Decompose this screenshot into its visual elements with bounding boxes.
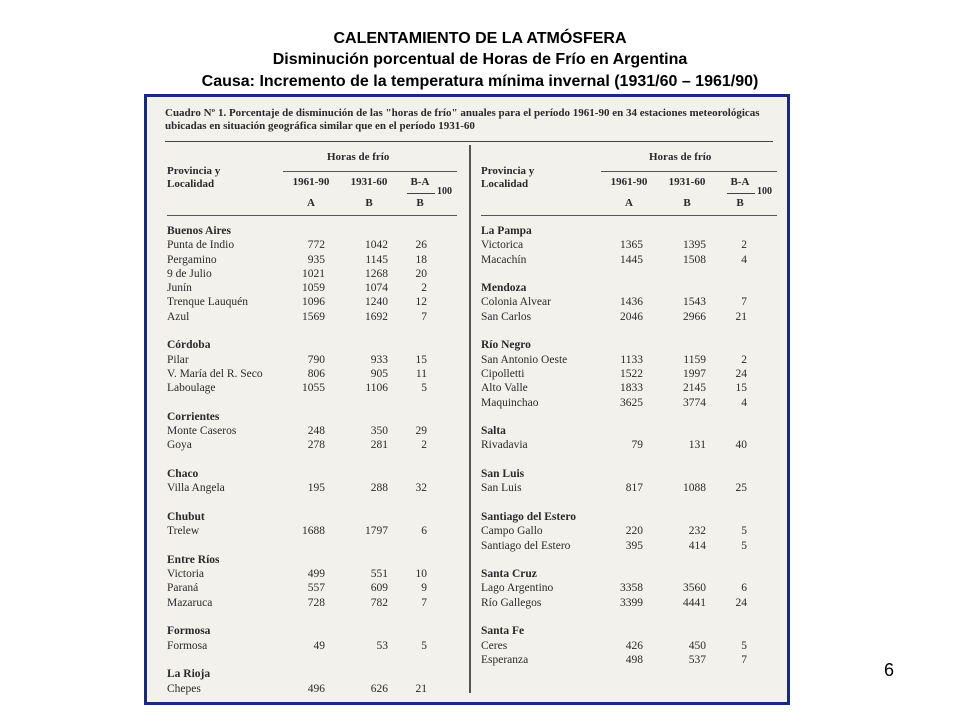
- table-row: [481, 295, 777, 309]
- value-1961-90: 1688: [302, 525, 325, 538]
- value-percent-decrease: 24: [735, 596, 747, 609]
- province-name: Entre Ríos: [167, 553, 220, 566]
- value-percent-decrease: 20: [415, 267, 427, 280]
- value-1961-90: 220: [625, 525, 643, 538]
- station-name: Monte Caseros: [167, 425, 237, 438]
- table-row: [481, 253, 777, 267]
- value-percent-decrease: 7: [741, 296, 747, 309]
- province-heading: [167, 667, 457, 681]
- value-1961-90: 1522: [620, 367, 643, 380]
- station-name: San Carlos: [481, 310, 532, 323]
- value-1961-90: 806: [307, 367, 325, 380]
- slide-cause: Causa: Incremento de la temperatura mínima invernal (1931/60 – 1961/90): [201, 73, 759, 90]
- province-name: Corrientes: [167, 410, 220, 423]
- station-name: Laboulage: [167, 382, 216, 395]
- value-1931-60: 1797: [365, 525, 388, 538]
- table-row: [167, 424, 457, 438]
- province-name: Formosa: [167, 625, 211, 638]
- header-col-c-right: B-A: [730, 176, 750, 188]
- value-percent-decrease: 7: [421, 310, 427, 323]
- station-name: Azul: [167, 310, 190, 323]
- value-1961-90: 498: [625, 653, 643, 666]
- header-province-label-right: Provincia y Localidad: [481, 165, 535, 190]
- row-spacer: [481, 553, 777, 567]
- left-rows: [167, 224, 457, 696]
- value-1931-60: 3560: [683, 582, 706, 595]
- station-name: Mazaruca: [167, 596, 213, 609]
- value-1931-60: 281: [370, 439, 388, 452]
- table-row: [167, 596, 457, 610]
- station-name: Esperanza: [481, 653, 529, 666]
- station-name: Campo Gallo: [481, 525, 543, 538]
- value-1961-90: 1445: [620, 253, 643, 266]
- value-1931-60: 1240: [365, 296, 388, 309]
- value-percent-decrease: 29: [415, 425, 427, 438]
- value-percent-decrease: 2: [741, 239, 747, 252]
- table-row: [167, 581, 457, 595]
- value-1961-90: 395: [625, 539, 643, 552]
- row-spacer: [167, 324, 457, 338]
- value-percent-decrease: 7: [741, 653, 747, 666]
- value-1931-60: 131: [688, 439, 706, 452]
- scanned-table-image: [144, 94, 790, 705]
- province-name: San Luis: [481, 468, 525, 481]
- value-1931-60: 1145: [365, 253, 388, 266]
- province-name: Santa Fe: [481, 625, 525, 638]
- header-factor-right: 100: [757, 186, 772, 197]
- value-1961-90: 49: [313, 639, 325, 652]
- row-spacer: [481, 267, 777, 281]
- province-name: La Pampa: [481, 225, 532, 237]
- province-heading: [167, 510, 457, 524]
- value-percent-decrease: 26: [415, 239, 427, 252]
- value-1931-60: 1074: [365, 282, 388, 295]
- value-percent-decrease: 4: [741, 253, 747, 266]
- header-col-b: 1931-60: [350, 176, 388, 188]
- value-1961-90: 426: [625, 639, 643, 652]
- value-1931-60: 1268: [365, 267, 388, 280]
- province-heading: [167, 224, 457, 238]
- value-1961-90: 1059: [302, 282, 325, 295]
- station-name: Goya: [167, 439, 192, 452]
- value-1931-60: 232: [688, 525, 706, 538]
- value-1961-90: 79: [631, 439, 643, 452]
- value-1931-60: 3774: [683, 396, 706, 409]
- value-percent-decrease: 5: [741, 639, 747, 652]
- row-spacer: [481, 453, 777, 467]
- value-1931-60: 551: [370, 568, 388, 581]
- value-1931-60: 2145: [683, 382, 706, 395]
- value-percent-decrease: 4: [741, 396, 747, 409]
- value-percent-decrease: 6: [421, 525, 427, 538]
- value-1931-60: 450: [688, 639, 706, 652]
- value-1931-60: 4441: [683, 596, 706, 609]
- value-1961-90: 278: [307, 439, 325, 452]
- table-row: [481, 539, 777, 553]
- value-percent-decrease: 21: [735, 310, 747, 323]
- table-row: [167, 381, 457, 395]
- province-name: Buenos Aires: [167, 225, 232, 237]
- value-1961-90: 1096: [302, 296, 325, 309]
- header-sub-a-right: A: [625, 197, 633, 209]
- province-heading: [481, 467, 777, 481]
- value-percent-decrease: 5: [741, 539, 747, 552]
- value-1931-60: 350: [370, 425, 388, 438]
- province-heading: [167, 338, 457, 352]
- value-percent-decrease: 6: [741, 582, 747, 595]
- value-1931-60: 1395: [683, 239, 706, 252]
- station-name: Cipolletti: [481, 367, 525, 380]
- value-1961-90: 1055: [302, 382, 325, 395]
- value-1961-90: 248: [307, 425, 325, 438]
- station-name: Maquinchao: [481, 396, 539, 409]
- station-name: Trenque Lauquén: [167, 296, 249, 309]
- value-percent-decrease: 2: [741, 353, 747, 366]
- station-name: Punta de Indio: [167, 239, 235, 252]
- station-name: Pergamino: [167, 253, 217, 266]
- header-sub-b: B: [365, 197, 373, 209]
- header-sub-c-right: B: [736, 197, 744, 209]
- row-spacer: [167, 653, 457, 667]
- table-row: [481, 524, 777, 538]
- station-name: 9 de Julio: [167, 267, 212, 280]
- value-percent-decrease: 18: [415, 253, 427, 266]
- value-1931-60: 1997: [683, 367, 706, 380]
- value-percent-decrease: 10: [415, 568, 427, 581]
- row-spacer: [481, 496, 777, 510]
- station-name: Alto Valle: [481, 382, 528, 395]
- value-1961-90: 3358: [620, 582, 643, 595]
- header-province-label: Provincia y Localidad: [167, 165, 221, 190]
- value-1931-60: 905: [370, 367, 388, 380]
- value-percent-decrease: 12: [415, 296, 427, 309]
- value-percent-decrease: 24: [735, 367, 747, 380]
- station-name: Victoria: [167, 568, 204, 581]
- value-1931-60: 53: [376, 639, 388, 652]
- province-heading: [481, 338, 777, 352]
- value-1961-90: 557: [307, 582, 325, 595]
- value-percent-decrease: 21: [415, 682, 427, 695]
- table-row: [481, 238, 777, 252]
- station-name: Pilar: [167, 353, 189, 366]
- value-1961-90: 195: [307, 482, 325, 495]
- value-1961-90: 935: [307, 253, 325, 266]
- province-name: Santa Cruz: [481, 568, 537, 581]
- value-1931-60: 1088: [683, 482, 706, 495]
- slide-subtitle: Disminución porcentual de Horas de Frío en Argentina: [272, 51, 688, 68]
- province-name: Mendoza: [481, 282, 527, 295]
- station-name: Santiago del Estero: [481, 539, 571, 552]
- row-spacer: [481, 324, 777, 338]
- table-row: [481, 653, 777, 667]
- right-rows: [481, 224, 777, 667]
- header-sub-a: A: [307, 197, 315, 209]
- station-name: Ceres: [481, 639, 508, 652]
- row-spacer: [481, 610, 777, 624]
- value-1961-90: 1833: [620, 382, 643, 395]
- value-1961-90: 817: [625, 482, 643, 495]
- value-1931-60: 288: [370, 482, 388, 495]
- province-name: Chaco: [167, 468, 199, 481]
- row-spacer: [167, 496, 457, 510]
- value-percent-decrease: 32: [415, 482, 427, 495]
- value-1961-90: 1569: [302, 310, 325, 323]
- value-percent-decrease: 2: [421, 282, 427, 295]
- table-row: [481, 438, 777, 452]
- value-percent-decrease: 5: [741, 525, 747, 538]
- station-name: Villa Angela: [167, 482, 225, 495]
- value-1961-90: 1365: [620, 239, 643, 252]
- station-name: Victorica: [481, 239, 524, 252]
- province-heading: [167, 553, 457, 567]
- value-1931-60: 2966: [683, 310, 706, 323]
- province-heading: [481, 624, 777, 638]
- station-name: Chepes: [167, 682, 201, 695]
- value-percent-decrease: 40: [735, 439, 747, 452]
- row-spacer: [167, 539, 457, 553]
- value-1961-90: 1436: [620, 296, 643, 309]
- province-heading: [167, 467, 457, 481]
- row-spacer: [167, 453, 457, 467]
- value-1961-90: 496: [307, 682, 325, 695]
- value-1931-60: 1692: [365, 310, 388, 323]
- value-1931-60: 1543: [683, 296, 706, 309]
- province-heading: [481, 567, 777, 581]
- province-name: Santiago del Estero: [481, 510, 576, 523]
- header-factor: 100: [437, 186, 452, 197]
- value-1961-90: 772: [307, 239, 325, 252]
- table-row: [167, 238, 457, 252]
- table-row: [167, 253, 457, 267]
- value-1961-90: 3625: [620, 396, 643, 409]
- row-spacer: [481, 410, 777, 424]
- province-heading: [167, 624, 457, 638]
- value-1931-60: 782: [370, 596, 388, 609]
- header-horas-de-frio-right: Horas de frío: [649, 151, 712, 163]
- row-spacer: [167, 610, 457, 624]
- header-col-a: 1961-90: [292, 176, 330, 188]
- table-row: [481, 381, 777, 395]
- header-col-c: B-A: [410, 176, 430, 188]
- station-name: Junín: [167, 282, 192, 295]
- header-horas-de-frio: Horas de frío: [327, 151, 390, 163]
- station-name: Macachín: [481, 253, 527, 266]
- station-name: San Antonio Oeste: [481, 353, 568, 366]
- value-1961-90: 499: [307, 568, 325, 581]
- table-row: [167, 367, 457, 381]
- station-name: Colonia Alvear: [481, 296, 551, 309]
- value-percent-decrease: 9: [421, 582, 427, 595]
- table-row: [481, 596, 777, 610]
- value-percent-decrease: 2: [421, 439, 427, 452]
- value-1961-90: 1133: [620, 353, 643, 366]
- page-number: 6: [884, 660, 895, 680]
- province-heading: [481, 424, 777, 438]
- value-1931-60: 626: [370, 682, 388, 695]
- value-1931-60: 609: [370, 582, 388, 595]
- value-percent-decrease: 5: [421, 382, 427, 395]
- header-sub-c: B: [416, 197, 424, 209]
- province-heading: [481, 281, 777, 295]
- table-row: [167, 524, 457, 538]
- province-name: Río Negro: [481, 339, 531, 352]
- table-row: [481, 396, 777, 410]
- value-1931-60: 1042: [365, 239, 388, 252]
- value-1931-60: 1159: [683, 353, 706, 366]
- value-1931-60: 1106: [365, 382, 388, 395]
- station-name: San Luis: [481, 482, 522, 495]
- table-row: [167, 567, 457, 581]
- province-heading: [481, 510, 777, 524]
- station-name: Paraná: [167, 582, 199, 595]
- value-1931-60: 414: [688, 539, 706, 552]
- value-1961-90: 728: [307, 596, 325, 609]
- station-name: Lago Argentino: [481, 582, 554, 595]
- value-percent-decrease: 25: [735, 482, 747, 495]
- province-name: La Rioja: [167, 668, 211, 681]
- slide-title: CALENTAMIENTO DE LA ATMÓSFERA: [333, 30, 627, 47]
- province-heading: [167, 410, 457, 424]
- header-col-b-right: 1931-60: [668, 176, 706, 188]
- station-name: V. María del R. Seco: [167, 367, 263, 380]
- table-row: [167, 682, 457, 696]
- province-name: Salta: [481, 425, 506, 438]
- station-name: Río Gallegos: [481, 596, 542, 609]
- table-row: [481, 367, 777, 381]
- province-name: Córdoba: [167, 339, 211, 352]
- value-percent-decrease: 15: [415, 353, 427, 366]
- value-percent-decrease: 11: [415, 367, 427, 380]
- value-1931-60: 933: [370, 353, 388, 366]
- table-row: [481, 481, 777, 495]
- table-row: [167, 281, 457, 295]
- table-caption: Cuadro Nº 1. Porcentaje de disminución de las "horas de frío" anuales para el período 1961-90 en 34 estaciones meteorológicas ubicadas en situación geográfica similar que en el período 1931-60: [165, 107, 760, 132]
- value-percent-decrease: 7: [421, 596, 427, 609]
- table-row: [167, 438, 457, 452]
- station-name: Rivadavia: [481, 439, 528, 452]
- value-percent-decrease: 5: [421, 639, 427, 652]
- station-name: Formosa: [167, 639, 208, 652]
- table-row: [167, 310, 457, 324]
- value-1961-90: 1021: [302, 267, 325, 280]
- value-1961-90: 790: [307, 353, 325, 366]
- station-name: Trelew: [167, 525, 200, 538]
- table-row: [481, 310, 777, 324]
- value-1961-90: 2046: [620, 310, 643, 323]
- value-percent-decrease: 15: [735, 382, 747, 395]
- header-col-a-right: 1961-90: [610, 176, 648, 188]
- value-1931-60: 1508: [683, 253, 706, 266]
- value-1961-90: 3399: [620, 596, 643, 609]
- province-name: Chubut: [167, 510, 205, 523]
- row-spacer: [167, 396, 457, 410]
- province-heading: [481, 224, 777, 238]
- table-row: [167, 353, 457, 367]
- table-row: [167, 481, 457, 495]
- table-row: [481, 353, 777, 367]
- table-row: [167, 295, 457, 309]
- header-sub-b-right: B: [683, 197, 691, 209]
- table-row: [167, 639, 457, 653]
- value-1931-60: 537: [688, 653, 706, 666]
- table-row: [481, 581, 777, 595]
- table-row: [481, 639, 777, 653]
- table-row: [167, 267, 457, 281]
